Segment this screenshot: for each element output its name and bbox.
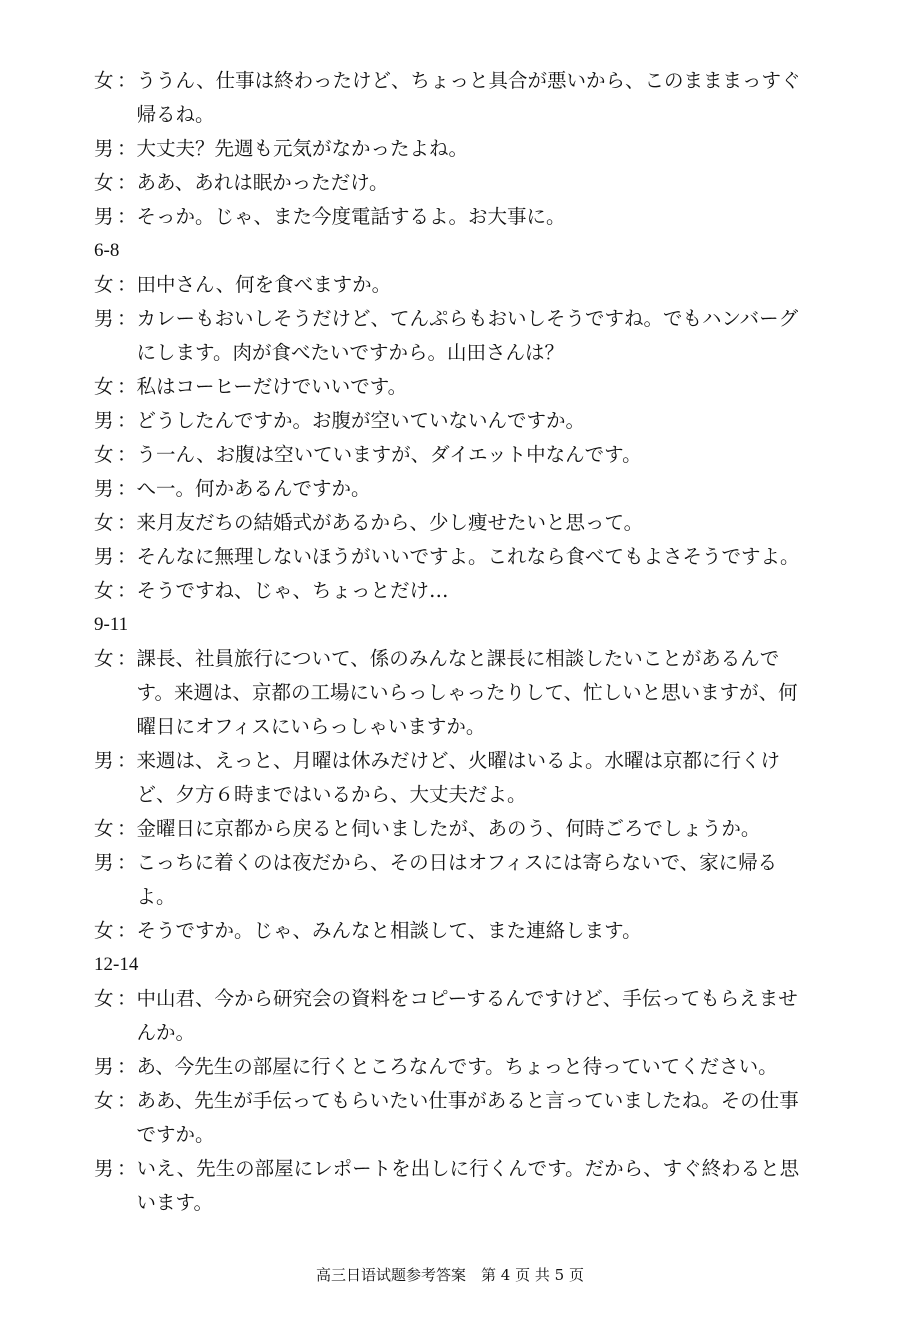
speaker-colon: ： (117, 987, 137, 1010)
dialogue-line (94, 846, 814, 914)
speaker-label: 女 (94, 647, 114, 670)
speaker-colon: ： (117, 205, 137, 228)
speaker-label: 女 (94, 579, 114, 602)
dialogue-line (94, 404, 814, 438)
speaker-label: 女 (94, 987, 114, 1010)
dialogue-text: 私はコーヒーだけでいいです。 (136, 375, 408, 398)
speaker-label: 男 (94, 409, 114, 432)
dialogue-text: あ、今先生の部屋に行くところなんです。ちょっと待っていてください。 (136, 1055, 778, 1078)
dialogue-text: 中山君、今から研究会の資料をコピーするんですけど、手伝ってもらえませんか。 (136, 987, 798, 1044)
speaker-colon: ： (117, 511, 137, 534)
dialogue-line (94, 1084, 814, 1152)
section-heading: 12-14 (94, 954, 139, 975)
speaker-colon: ： (117, 579, 137, 602)
dialogue-line (94, 982, 814, 1050)
dialogue-text: そっか。じゃ、また今度電話するよ。お大事に。 (136, 205, 566, 228)
speaker-label: 女 (94, 69, 114, 92)
speaker-label: 女 (94, 443, 114, 466)
speaker-label: 女 (94, 273, 114, 296)
dialogue-text: どうしたんですか。お腹が空いていないんですか。 (136, 409, 586, 432)
section-heading: 6-8 (94, 240, 120, 261)
speaker-label: 男 (94, 307, 114, 330)
section-heading: 9-11 (94, 614, 129, 635)
dialogue-line (94, 166, 814, 200)
speaker-colon: ： (117, 1055, 137, 1078)
speaker-colon: ： (117, 817, 137, 840)
dialogue-line (94, 574, 814, 608)
speaker-colon: ： (117, 477, 137, 500)
speaker-label: 男 (94, 477, 114, 500)
dialogue-text: そうですね、じゃ、ちょっとだけ… (136, 579, 449, 602)
dialogue-text: カレーもおいしそうだけど、てんぷらもおいしそうですね。でもハンバーグにします。肉が食べたいですから。山田さんは？ (136, 307, 799, 364)
dialogue-content (94, 64, 814, 1220)
speaker-label: 女 (94, 817, 114, 840)
speaker-label: 男 (94, 749, 114, 772)
speaker-colon: ： (117, 375, 137, 398)
speaker-colon: ： (117, 307, 137, 330)
speaker-colon: ： (117, 545, 137, 568)
dialogue-line (94, 914, 814, 948)
dialogue-text: 来月友だちの結婚式があるから、少し痩せたいと思って。 (136, 511, 644, 534)
dialogue-text: ああ、先生が手伝ってもらいたい仕事があると言っていましたね。その仕事ですか。 (136, 1089, 799, 1146)
speaker-colon: ： (117, 1157, 137, 1180)
dialogue-text: 金曜日に京都から戻ると伺いましたが、あのう、何時ごろでしょうか。 (136, 817, 761, 840)
speaker-colon: ： (117, 443, 137, 466)
dialogue-text: そうですか。じゃ、みんなと相談して、また連絡します。 (136, 919, 642, 942)
dialogue-line (94, 744, 814, 812)
speaker-label: 男 (94, 1055, 114, 1078)
speaker-label: 男 (94, 205, 114, 228)
speaker-colon: ： (117, 409, 137, 432)
speaker-colon: ： (117, 1089, 137, 1112)
dialogue-line (94, 438, 814, 472)
dialogue-line (94, 540, 814, 574)
speaker-label: 男 (94, 545, 114, 568)
speaker-label: 女 (94, 1089, 114, 1112)
speaker-colon: ： (117, 171, 137, 194)
speaker-colon: ： (117, 647, 137, 670)
speaker-label: 女 (94, 919, 114, 942)
dialogue-text: 大丈夫？先週も元気がなかったよね。 (136, 137, 469, 160)
dialogue-line (94, 472, 814, 506)
dialogue-text: ううん、仕事は終わったけど、ちょっと具合が悪いから、このまままっすぐ帰るね。 (136, 69, 801, 126)
dialogue-line (94, 506, 814, 540)
speaker-colon: ： (117, 749, 137, 772)
dialogue-line (94, 64, 814, 132)
speaker-colon: ： (117, 851, 137, 874)
speaker-colon: ： (117, 69, 137, 92)
dialogue-text: へ一。何かあるんですか。 (136, 477, 371, 500)
dialogue-text: 田中さん、何を食べますか。 (136, 273, 392, 296)
page-footer: 高三日语试题参考答案 第 4 页 共 5 页 (316, 1266, 584, 1284)
speaker-colon: ： (117, 137, 137, 160)
speaker-label: 女 (94, 375, 114, 398)
speaker-label: 女 (94, 511, 114, 534)
dialogue-text: ああ、あれは眠かっただけ。 (136, 171, 389, 194)
dialogue-line (94, 812, 814, 846)
dialogue-line (94, 200, 814, 234)
dialogue-text: う一ん、お腹は空いていますが、ダイエット中なんです。 (136, 443, 642, 466)
speaker-colon: ： (117, 919, 137, 942)
dialogue-line (94, 268, 814, 302)
speaker-label: 男 (94, 137, 114, 160)
dialogue-line (94, 370, 814, 404)
dialogue-text: 課長、社員旅行について、係のみんなと課長に相談したいことがあるんです。来週は、京都の工場にいらっしゃったりして、忙しいと思いますが、何曜日にオフィスにいらっしゃいますか。 (136, 647, 798, 738)
dialogue-line (94, 302, 814, 370)
dialogue-text: 来週は、えっと、月曜は休みだけど、火曜はいるよ。水曜は京都に行くけど、夕方６時まではいるから、大丈夫だよ。 (136, 749, 781, 806)
dialogue-line (94, 1152, 814, 1220)
dialogue-text: いえ、先生の部屋にレポートを出しに行くんです。だから、すぐ終わると思います。 (136, 1157, 800, 1214)
dialogue-text: こっちに着くのは夜だから、その日はオフィスには寄らないで、家に帰るよ。 (136, 851, 778, 908)
dialogue-line (94, 1050, 814, 1084)
speaker-label: 男 (94, 1157, 114, 1180)
dialogue-text: そんなに無理しないほうがいいですよ。これなら食べてもよさそうですよ。 (136, 545, 800, 568)
speaker-colon: ： (117, 273, 137, 296)
dialogue-line (94, 642, 814, 744)
speaker-label: 女 (94, 171, 114, 194)
dialogue-line (94, 132, 814, 166)
speaker-label: 男 (94, 851, 114, 874)
